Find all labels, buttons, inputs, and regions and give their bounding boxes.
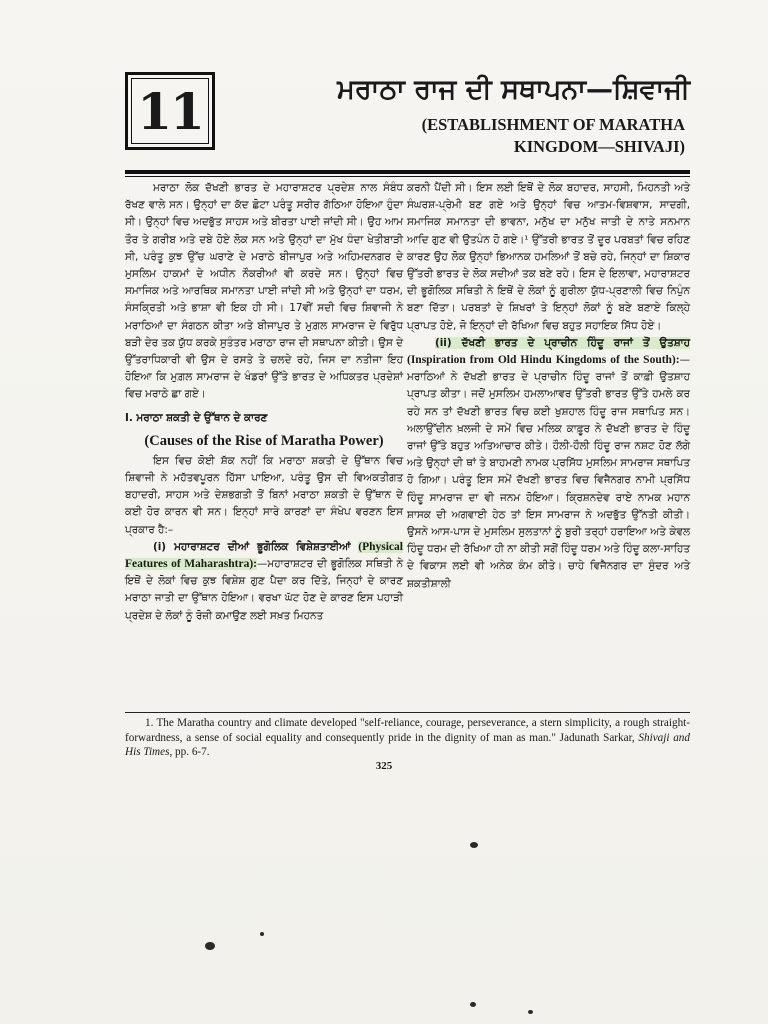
title-rule-thin xyxy=(125,176,690,177)
left-column xyxy=(125,180,403,625)
footnote-book-title: Shivaji and His Times xyxy=(125,731,690,758)
point-1-label-english: (Physical Features of Maharashtra): xyxy=(125,540,403,571)
chapter-number: 11 xyxy=(131,78,209,144)
section-heading-punjabi: I. ਮਰਾਠਾ ਸ਼ਕਤੀ ਦੇ ਉੱਥਾਨ ਦੇ ਕਾਰਣ xyxy=(125,411,268,424)
ink-spot xyxy=(470,842,478,848)
point-2-label-punjabi: (ii) ਦੱਖਣੀ ਭਾਰਤ ਦੇ ਪ੍ਰਾਚੀਨ ਹਿੰਦੂ ਰਾਜਾਂ ਤੋਂ ਉਤਸ਼ਾਹ xyxy=(435,336,690,349)
chapter-title-english-line2: KINGDOM—SHIVAJI) xyxy=(513,137,685,156)
footnote-rule xyxy=(125,712,690,713)
intro-paragraph: ਮਰਾਠਾ ਲੋਕ ਦੱਖਣੀ ਭਾਰਤ ਦੇ ਮਹਾਰਾਸ਼ਟਰ ਪ੍ਰਦੇਸ਼ ਨਾਲ ਸੰਬੰਧ ਰੱਖਣ ਵਾਲੇ ਸਨ। ਉਨ੍ਹਾਂ ਦਾ ਕੱਦ ਛੋਟਾ ਪਰੰਤੂ ਸਰੀਰ ਗੱਠਿਆ ਹੋਇਆ ਹੁੰਦਾ ਸੀ। ਉਨ੍ਹਾਂ ਵਿਚ ਅਦਭੁੱਤ ਸਾਹਸ ਅਤੇ ਬੀਰਤਾ ਪਾਈ ਜਾਂਦੀ ਸੀ। ਉਹ ਆਮ ਤੌਰ ਤੇ ਗਰੀਬ ਅਤੇ ਦਬੇ ਹੋਏ ਲੋਕ ਸਨ ਅਤੇ ਉਨ੍ਹਾਂ ਦਾ ਮੁੱਖ ਧੰਦਾ ਖੇਤੀਬਾੜੀ ਸੀ, ਪਰੰਤੂ ਕੁਝ ਉੱਚ ਘਰਾਣੇ ਦੇ ਮਰਾਠੇ ਬੀਜਾਪੁਰ ਅਤੇ ਅਹਿਮਦਨਗਰ ਦੇ ਮੁਸਲਿਮ ਹਾਕਮਾਂ ਦੇ ਅਧੀਨ ਨੌਕਰੀਆਂ ਵੀ ਕਰਦੇ ਸਨ। ਉਨ੍ਹਾਂ ਵਿਚ ਸਮਾਜਿਕ ਅਤੇ ਆਰਥਿਕ ਸਮਾਨਤਾ ਪਾਈ ਜਾਂਦੀ ਸੀ ਅਤੇ ਉਨ੍ਹਾਂ ਦਾ ਧਰਮ, ਸੰਸਕ੍ਰਿਤੀ ਅਤੇ ਭਾਸ਼ਾ ਵੀ ਇਕ ਹੀ ਸੀ। 17ਵੀਂ ਸਦੀ ਵਿਚ ਸ਼ਿਵਾਜੀ ਨੇ ਮਰਾਠਿਆਂ ਦਾ ਸੰਗਠਨ ਕੀਤਾ ਅਤੇ ਬੀਜਾਪੁਰ ਤੇ ਮੁਗ਼ਲ ਸਾਮਰਾਜ ਦੇ ਵਿਰੁੱਧ ਬੜੀ ਦੇਰ ਤਕ ਯੁੱਧ ਕਰਕੇ ਸੁਤੰਤਰ ਮਰਾਠਾ ਰਾਜ ਦੀ ਸਥਾਪਨਾ ਕੀਤੀ। ਉਸ ਦੇ ਉੱਤਰਾਧਿਕਾਰੀ ਵੀ ਉਸ ਦੇ ਰਸਤੇ ਤੇ ਚਲਦੇ ਰਹੇ, ਜਿਸ ਦਾ ਨਤੀਜਾ ਇਹ ਹੋਇਆ ਕਿ ਮੁਗ਼ਲ ਸਾਮਰਾਜ ਦੇ ਖੰਡਰਾਂ ਉੱਤੇ ਭਾਰਤ ਦੇ ਅਧਿਕਤਰ ਪ੍ਰਦੇਸ਼ਾਂ ਵਿਚ ਮਰਾਠੇ ਛਾ ਗਏ। xyxy=(125,182,403,401)
ink-spot xyxy=(205,942,215,950)
ink-spot xyxy=(528,1010,533,1014)
point-1-label-punjabi: (i) ਮਹਾਰਾਸ਼ਟਰ ਦੀਆਂ ਭੂਗੋਲਿਕ ਵਿਸ਼ੇਸ਼ਤਾਈਆਂ xyxy=(153,540,351,553)
point-2-paragraph xyxy=(407,335,690,593)
chapter-title-english-line1: (ESTABLISHMENT OF MARATHA xyxy=(421,115,685,134)
footnote-pages: , pp. 6-7. xyxy=(169,746,210,758)
point-1-text: —ਮਹਾਰਾਸ਼ਟਰ ਦੀ ਭੂਗੋਲਿਕ ਸਥਿਤੀ ਨੇ ਇਥੋਂ ਦੇ ਲੋਕਾਂ ਵਿਚ ਕੁਝ ਵਿਸ਼ੇਸ਼ ਗੁਣ ਪੈਦਾ ਕਰ ਦਿੱਤੇ, ਜਿਨ੍ਹਾਂ ਦੇ ਕਾਰਣ ਮਰਾਠਾ ਜਾਤੀ ਦਾ ਉੱਥਾਨ ਹੋਇਆ। ਵਰਖਾ ਘੱਟ ਹੋਣ ਦੇ ਕਾਰਣ ਇਸ ਪਹਾੜੀ ਪ੍ਰਦੇਸ਼ ਦੇ ਲੋਕਾਂ ਨੂੰ ਰੋਜ਼ੀ ਕਮਾਉਣ ਲਈ ਸਖ਼ਤ ਮਿਹਨਤ xyxy=(125,558,403,622)
chapter-number-box xyxy=(125,72,215,150)
section-heading-english: (Causes of the Rise of Maratha Power) xyxy=(144,432,384,449)
ink-spot xyxy=(470,1002,476,1007)
chapter-title-english xyxy=(330,114,685,158)
continuation-paragraph: ਕਰਨੀ ਪੈਂਦੀ ਸੀ। ਇਸ ਲਈ ਇਥੋਂ ਦੇ ਲੋਕ ਬਹਾਦਰ, ਸਾਹਸੀ, ਮਿਹਨਤੀ ਅਤੇ ਸੰਘਰਸ਼-ਪ੍ਰੇਮੀ ਬਣ ਗਏ ਅਤੇ ਉਨ੍ਹਾਂ ਵਿਚ ਆਤਮ-ਵਿਸ਼ਵਾਸ, ਸਾਦਗੀ, ਸਮਾਜਿਕ ਸਮਾਨਤਾ ਦੀ ਭਾਵਨਾ, ਮਨੁੱਖ ਦਾ ਮਨੁੱਖ ਜਾਤੀ ਦੇ ਨਾਤੇ ਸਨਮਾਨ ਆਦਿ ਗੁਣ ਵੀ ਉਤਪੰਨ ਹੋ ਗਏ।¹ ਉੱਤਰੀ ਭਾਰਤ ਤੋਂ ਦੂਰ ਪਰਬਤਾਂ ਵਿਚ ਰਹਿਣ ਕਾਰਣ ਉਹ ਲੋਕ ਉਨ੍ਹਾਂ ਭਿਆਨਕ ਹਮਲਿਆਂ ਤੋਂ ਬਚੇ ਰਹੇ, ਜਿਨ੍ਹਾਂ ਦਾ ਸ਼ਿਕਾਰ ਉੱਤਰੀ ਭਾਰਤ ਦੇ ਲੋਕ ਸਦੀਆਂ ਤਕ ਬਣੇ ਰਹੇ। ਇਸ ਦੇ ਇਲਾਵਾ, ਮਹਾਰਾਸ਼ਟਰ ਦੀ ਭੂਗੋਲਿਕ ਸਥਿਤੀ ਨੇ ਇਥੋਂ ਦੇ ਲੋਕਾਂ ਨੂੰ ਗੁਰੀਲਾ ਯੁੱਧ-ਪ੍ਰਣਾਲੀ ਵਿਚ ਨਿਪੁੰਨ ਬਣਾ ਦਿੱਤਾ। ਪਰਬਤਾਂ ਦੇ ਸ਼ਿਖਰਾਂ ਤੇ ਇਨ੍ਹਾਂ ਲੋਕਾਂ ਨੂੰ ਬਣੇ ਬਣਾਏ ਕਿਲ੍ਹੇ ਪ੍ਰਾਪਤ ਹੋਏ, ਜੋ ਇਨ੍ਹਾਂ ਦੀ ਰੱਖਿਆ ਵਿਚ ਬਹੁਤ ਸਹਾਇਕ ਸਿੱਧ ਹੋਏ। xyxy=(407,182,690,332)
point-2-text: — ਮਰਾਠਿਆਂ ਨੇ ਦੱਖਣੀ ਭਾਰਤ ਦੇ ਪ੍ਰਾਚੀਨ ਹਿੰਦੂ ਰਾਜਾਂ ਤੋਂ ਕਾਫ਼ੀ ਉਤਸ਼ਾਹ ਪ੍ਰਾਪਤ ਕੀਤਾ। ਜਦੋਂ ਮੁਸਲਿਮ ਹਮਲਾਆਵਰ ਉੱਤਰੀ ਭਾਰਤ ਉੱਤੇ ਹਮਲੇ ਕਰ ਰਹੇ ਸਨ ਤਾਂ ਦੱਖਣੀ ਭਾਰਤ ਵਿਚ ਕਈ ਖੁਸ਼ਹਾਲ ਹਿੰਦੂ ਰਾਜ ਸਥਾਪਿਤ ਸਨ। ਅਲਾਉੱਦੀਨ ਖ਼ਲਜੀ ਦੇ ਸਮੇਂ ਵਿਚ ਮਲਿਕ ਕਾਫ਼ੂਰ ਨੇ ਦੱਖਣੀ ਭਾਰਤ ਦੇ ਹਿੰਦੂ ਰਾਜਾਂ ਉੱਤੇ ਬਹੁਤ ਅਤਿਆਚਾਰ ਕੀਤੇ। ਹੌਲੀ-ਹੌਲੀ ਹਿੰਦੂ ਰਾਜ ਨਸ਼ਟ ਹੋਣ ਲੱਗੇ ਅਤੇ ਉਨ੍ਹਾਂ ਦੀ ਥਾਂ ਤੇ ਬਾਹਮਣੀ ਨਾਮਕ ਪ੍ਰਸਿੱਧ ਮੁਸਲਿਮ ਸਾਮਰਾਜ ਸਥਾਪਿਤ ਹੋ ਗਿਆ। ਪਰੰਤੂ ਇਸ ਸਮੇਂ ਦੱਖਣੀ ਭਾਰਤ ਵਿਚ ਵਿਜੈਨਗਰ ਨਾਮੀ ਪ੍ਰਸਿੱਧ ਹਿੰਦੂ ਸਾਮਰਾਜ ਦਾ ਵੀ ਜਨਮ ਹੋਇਆ। ਕ੍ਰਿਸ਼ਨਦੇਵ ਰਾਏ ਨਾਮਕ ਮਹਾਨ ਸ਼ਾਸਕ ਦੀ ਅਗਵਾਈ ਹੇਠ ਤਾਂ ਇਸ ਸਾਮਰਾਜ ਨੇ ਅਦਭੁੱਤ ਉੱਨਤੀ ਕੀਤੀ। ਉਸਨੇ ਆਸ-ਪਾਸ ਦੇ ਮੁਸਲਿਮ ਸੁਲਤਾਨਾਂ ਨੂੰ ਬੁਰੀ ਤਰ੍ਹਾਂ ਹਰਾਇਆ ਅਤੇ ਕੇਵਲ ਹਿੰਦੂ ਧਰਮ ਦੀ ਰੱਖਿਆ ਹੀ ਨਾ ਕੀਤੀ ਸਗੋਂ ਹਿੰਦੂ ਧਰਮ ਅਤੇ ਹਿੰਦੂ ਕਲਾ-ਸਾਹਿਤ ਦੇ ਵਿਕਾਸ ਲਈ ਵੀ ਅਨੇਕ ਕੰਮ ਕੀਤੇ। ਚਾਹੇ ਵਿਜੈਨਗਰ ਦਾ ਸੁੰਦਰ ਅਤੇ ਸ਼ਕਤੀਸ਼ਾਲੀ xyxy=(407,354,690,590)
point-1-paragraph xyxy=(125,539,403,625)
ink-spot xyxy=(260,932,264,936)
footnote xyxy=(125,716,690,760)
right-column xyxy=(407,180,690,593)
page-number: 325 xyxy=(375,760,393,772)
point-2-label-english: (Inspiration from Old Hindu Kingdoms of the South): xyxy=(407,354,680,367)
footnote-text: 1. The Maratha country and climate developed "self-reliance, courage, perseverance, a stern simplicity, a rough straight-forwardness, a sense of social equality and consequently pride in the dignity of man as man." Jadunath Sarkar, xyxy=(125,717,690,744)
section-paragraph: ਇਸ ਵਿਚ ਕੋਈ ਸ਼ੱਕ ਨਹੀਂ ਕਿ ਮਰਾਠਾ ਸ਼ਕਤੀ ਦੇ ਉੱਥਾਨ ਵਿਚ ਸ਼ਿਵਾਜੀ ਨੇ ਮਹੱਤਵਪੂਰਨ ਹਿੱਸਾ ਪਾਇਆ, ਪਰੰਤੂ ਉਸ ਦੀ ਵਿਅਕਤੀਗਤ ਬਹਾਦਰੀ, ਸਾਹਸ ਅਤੇ ਦੇਸ਼ਭਗਤੀ ਤੋਂ ਬਿਨਾਂ ਮਰਾਠਾ ਸ਼ਕਤੀ ਦੇ ਉੱਥਾਨ ਦੇ ਕਈ ਹੋਰ ਕਾਰਨ ਵੀ ਸਨ। ਇਨ੍ਹਾਂ ਸਾਰੇ ਕਾਰਣਾਂ ਦਾ ਸੰਖੇਪ ਵਰਣਨ ਇਸ ਪ੍ਰਕਾਰ ਹੈ:– xyxy=(125,454,403,536)
title-rule-thick xyxy=(125,170,690,174)
chapter-title-punjabi: ਮਰਾਠਾ ਰਾਜ ਦੀ ਸਥਾਪਨਾ—ਸ਼ਿਵਾਜੀ xyxy=(337,74,690,105)
